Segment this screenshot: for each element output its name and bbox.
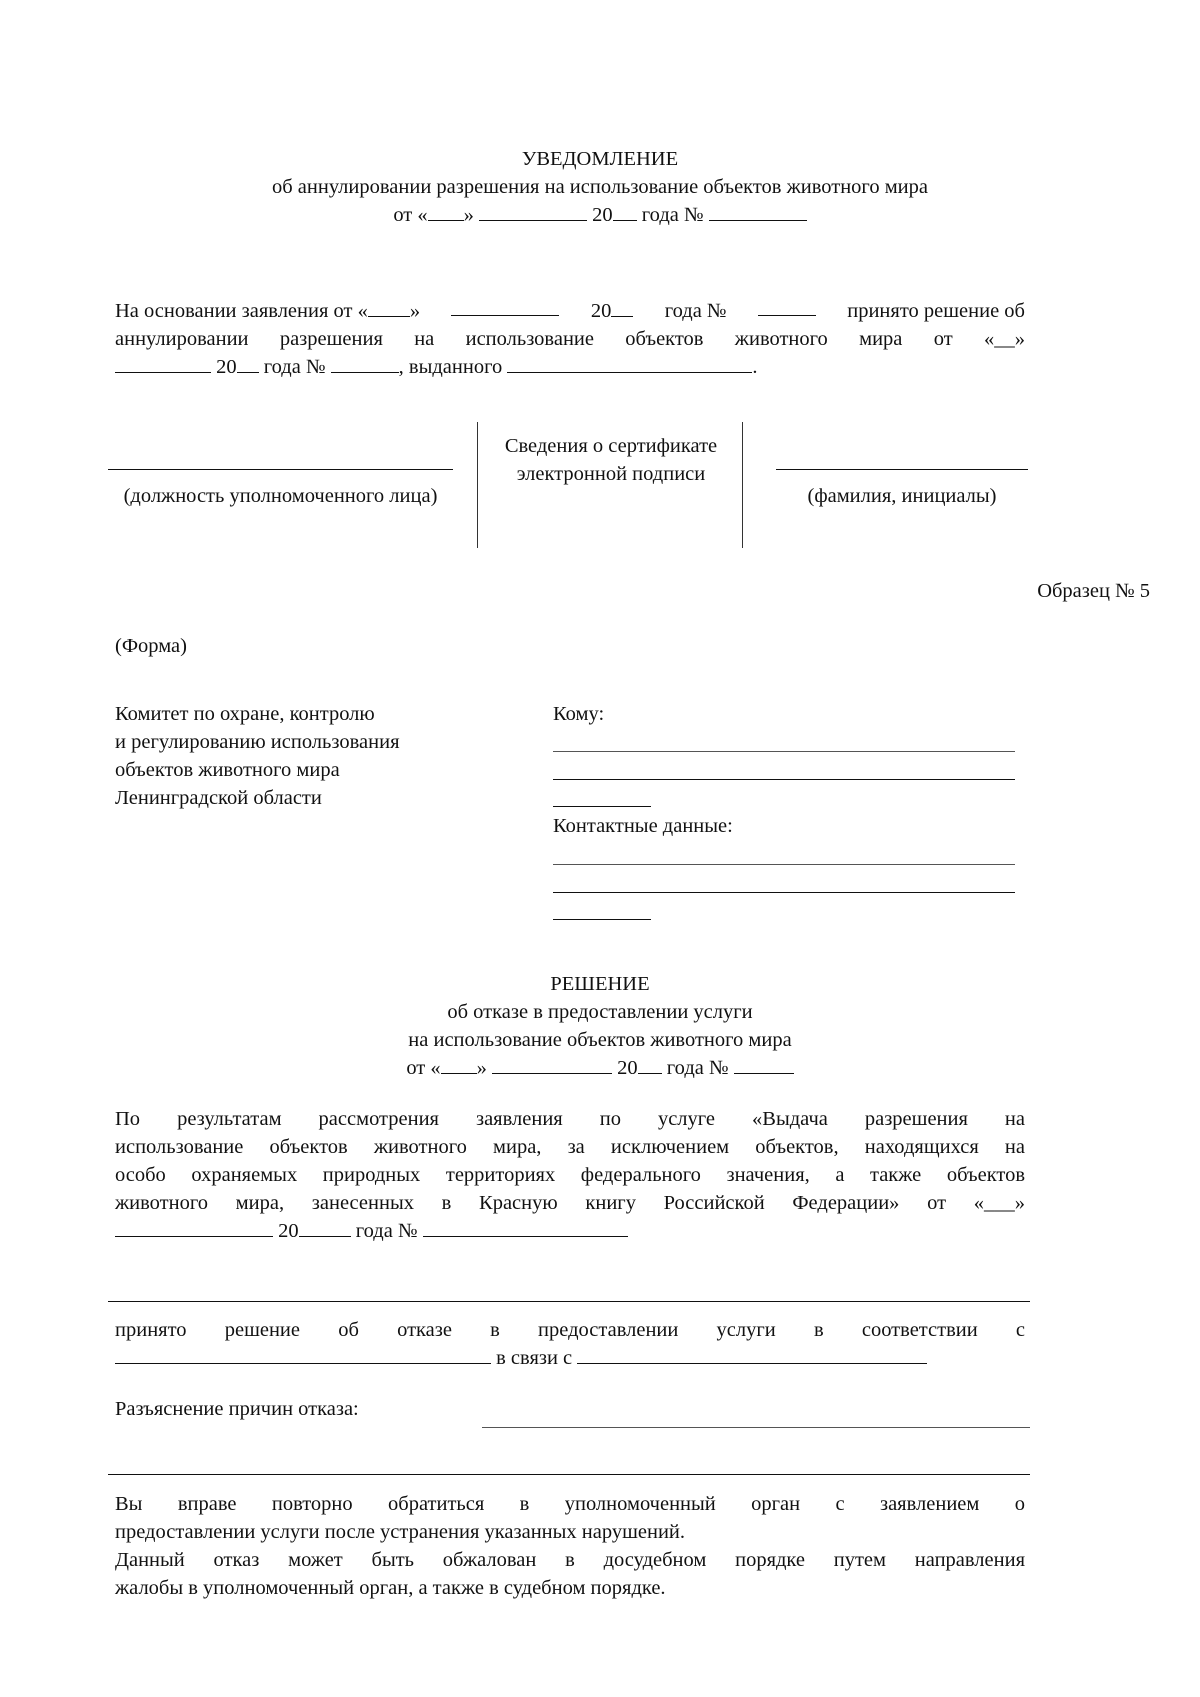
recipient-line-2[interactable] bbox=[553, 779, 1015, 780]
full-name-caption: (фамилия, инициалы) bbox=[807, 485, 997, 507]
refusal-statement: принято решение об отказе в предоставлении услуги в соответствии с bbox=[115, 1319, 1025, 1341]
application-number-blank[interactable] bbox=[758, 297, 816, 316]
application-date-number-blank[interactable] bbox=[423, 1218, 628, 1237]
contacts-label: Контактные данные: bbox=[553, 815, 733, 837]
sample-label: Образец № 5 bbox=[1037, 580, 1150, 602]
legal-basis-blank[interactable] bbox=[115, 1345, 491, 1364]
appeal-notice: Вы вправе повторно обратиться в уполномоченный орган с заявлением о предоставлении услуги после устранения указанных нарушений. Данный отказ может быть обжалован в досудебном порядке путем направления жалобы в уполномоченный орган, а также в судебном порядке. bbox=[115, 1493, 1025, 1599]
number-blank[interactable] bbox=[709, 202, 807, 221]
contacts-line-2[interactable] bbox=[553, 892, 1015, 893]
official-position-caption: (должность уполномоченного лица) bbox=[123, 485, 438, 507]
recipient-label: Кому: bbox=[553, 703, 605, 725]
decision-paragraph: По результатам рассмотрения заявления по услуге «Выдача разрешения на использование объектов животного мира, за исключением объектов, находящихся на особо охраняемых природных территориях федерального значения, а также объектов животного мира, занесенных в Красную книгу Российской Федерации» от «___» 20 года № bbox=[115, 1108, 1025, 1242]
decision-date-line: от « » 20 года № bbox=[0, 1054, 1200, 1082]
year-blank[interactable] bbox=[613, 202, 637, 221]
refusal-explanation-label: Разъяснение причин отказа: bbox=[115, 1398, 359, 1420]
signature-divider-left bbox=[477, 422, 478, 548]
recipient-line-3[interactable] bbox=[553, 806, 651, 807]
decision-subtitle-1: об отказе в предоставлении услуги bbox=[447, 1001, 753, 1023]
contacts-line-1[interactable] bbox=[553, 864, 1015, 865]
form-label: (Форма) bbox=[115, 635, 187, 657]
decision-year-blank[interactable] bbox=[638, 1055, 662, 1074]
permit-number-blank[interactable] bbox=[331, 354, 399, 373]
notice-body-line2: аннулировании разрешения на использование объектов животного мира от «__» bbox=[115, 328, 1025, 350]
refusal-explanation-line-1[interactable] bbox=[482, 1427, 1030, 1428]
decision-number-blank[interactable] bbox=[734, 1055, 794, 1074]
decision-day-blank[interactable] bbox=[441, 1055, 477, 1074]
notice-title: УВЕДОМЛЕНИЕ bbox=[521, 148, 679, 170]
notice-date-line: от « » 20 года № bbox=[0, 201, 1200, 229]
application-date-month-blank[interactable] bbox=[115, 1218, 273, 1237]
refusal-reason-blank[interactable] bbox=[577, 1345, 927, 1364]
notice-body: На основании заявления от « » 20 года № принято решение об аннулировании разрешения на использование объектов животного мира от «__» 20 года № , выданного . bbox=[115, 297, 1025, 381]
e-signature-certificate-info: Сведения о сертификате электронной подписи bbox=[504, 435, 718, 485]
permit-month-blank[interactable] bbox=[115, 354, 211, 373]
day-blank[interactable] bbox=[428, 202, 464, 221]
contacts-line-3[interactable] bbox=[553, 919, 651, 920]
refusal-explanation-line-2[interactable] bbox=[108, 1474, 1030, 1475]
decision-subtitle-2: на использование объектов животного мира bbox=[408, 1029, 792, 1051]
refusal-basis-line: в связи с bbox=[115, 1344, 927, 1372]
committee-name: Комитет по охране, контролю и регулированию использования объектов животного мира Ленинградской области bbox=[115, 703, 400, 809]
decision-month-blank[interactable] bbox=[492, 1055, 612, 1074]
application-date-year-blank[interactable] bbox=[299, 1218, 351, 1237]
signature-divider-right bbox=[742, 422, 743, 548]
application-year-blank[interactable] bbox=[611, 298, 633, 317]
recipient-line-1[interactable] bbox=[553, 751, 1015, 752]
application-month-blank[interactable] bbox=[451, 297, 559, 316]
decision-title: РЕШЕНИЕ bbox=[550, 973, 650, 995]
official-position-line[interactable] bbox=[108, 469, 453, 470]
applicant-line[interactable] bbox=[108, 1301, 1030, 1302]
full-name-line[interactable] bbox=[776, 469, 1028, 470]
issued-to-blank[interactable] bbox=[507, 354, 752, 373]
permit-year-blank[interactable] bbox=[237, 354, 259, 373]
application-day-blank[interactable] bbox=[368, 298, 410, 317]
notice-subtitle: об аннулировании разрешения на использование объектов животного мира bbox=[271, 176, 928, 198]
month-blank[interactable] bbox=[479, 202, 587, 221]
